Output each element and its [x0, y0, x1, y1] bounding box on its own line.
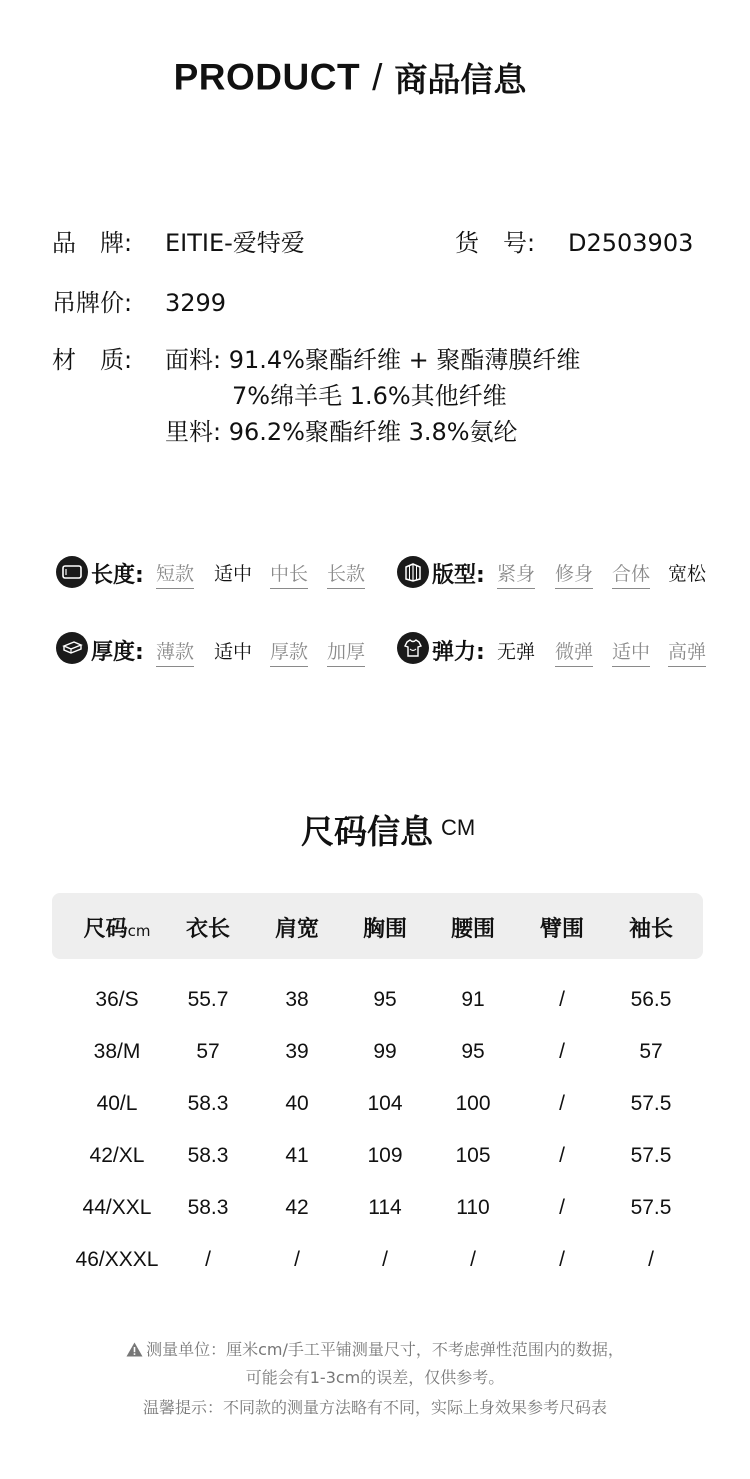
table-cell-arm: /: [559, 1248, 565, 1271]
table-cell-shoulder: 40: [285, 1092, 309, 1115]
length-label: 长度:: [91, 563, 144, 588]
table-cell-waist: 100: [455, 1092, 491, 1115]
header-waist-text: 腰围: [450, 917, 495, 942]
material-label: 材 质:: [52, 346, 133, 374]
elasticity-icon: [397, 632, 429, 664]
table-cell-length: 58.3: [187, 1196, 229, 1219]
length-icon: [56, 556, 88, 588]
table-cell-shoulder: 42: [285, 1196, 309, 1219]
elasticity-label: 弹力:: [432, 640, 485, 665]
size-section-title: [301, 806, 475, 853]
table-cell-arm: /: [559, 1144, 565, 1167]
thickness-icon: [56, 632, 88, 664]
table-cell-shoulder: 41: [285, 1144, 309, 1167]
table-cell-arm: /: [559, 988, 565, 1011]
header-size-text: 尺码: [83, 917, 128, 942]
table-cell-size: 36/S: [95, 988, 139, 1011]
table-cell-sleeve: 56.5: [630, 988, 672, 1011]
table-cell-waist: 91: [461, 988, 485, 1011]
table-cell-chest: /: [382, 1248, 388, 1271]
header-shoulder: [252, 912, 342, 943]
note-line-1-text: 测量单位：厘米cm/手工平铺测量尺寸，不考虑弹性范围内的数据，: [146, 1340, 624, 1359]
table-cell-length: /: [205, 1248, 211, 1271]
fit-option-tight: 紧身: [497, 559, 535, 589]
table-cell-arm: /: [559, 1092, 565, 1115]
thickness-option-extra-thick: 加厚: [327, 637, 365, 667]
fit-icon: [397, 556, 429, 588]
header-chest: [340, 912, 430, 943]
table-cell-size: 44/XXL: [82, 1196, 152, 1219]
size-title-text: 尺码信息: [301, 812, 433, 851]
header-slash: /: [372, 56, 383, 98]
thickness-option-medium: 适中: [214, 641, 253, 663]
table-cell-waist: 110: [456, 1196, 490, 1219]
table-cell-length: 55.7: [187, 988, 229, 1011]
brand-value: EITIE-爱特爱: [165, 229, 305, 257]
sku-label: 货 号:: [455, 229, 536, 257]
material-line-2: 7%绵羊毛 1.6%其他纤维: [232, 382, 507, 410]
header-length: [163, 912, 253, 943]
thickness-option-thin: 薄款: [156, 637, 194, 667]
price-label: 吊牌价:: [52, 289, 133, 317]
length-option-mid-long: 中长: [270, 559, 308, 589]
note-line-1: [0, 1337, 750, 1361]
header-sleeve: [606, 912, 696, 943]
table-cell-arm: /: [559, 1040, 565, 1063]
table-cell-size: 42/XL: [89, 1144, 145, 1167]
table-cell-waist: 105: [455, 1144, 491, 1167]
table-cell-chest: 114: [368, 1196, 402, 1219]
header-length-text: 衣长: [185, 917, 230, 942]
table-cell-sleeve: /: [648, 1248, 654, 1271]
table-cell-chest: 99: [373, 1040, 397, 1063]
header-title-en: PRODUCT: [173, 56, 361, 98]
material-line-3: 里料: 96.2%聚酯纤维 3.8%氨纶: [165, 418, 518, 446]
table-cell-size: 40/L: [96, 1092, 138, 1115]
fit-option-loose: 宽松: [668, 563, 707, 585]
table-cell-size: 38/M: [93, 1040, 141, 1063]
table-cell-waist: /: [470, 1248, 476, 1271]
fit-label: 版型:: [432, 563, 485, 588]
table-cell-chest: 109: [367, 1144, 403, 1167]
table-cell-sleeve: 57.5: [630, 1092, 672, 1115]
material-line-1: 面料: 91.4%聚酯纤维 + 聚酯薄膜纤维: [165, 346, 581, 374]
table-cell-length: 58.3: [187, 1092, 229, 1115]
length-option-short: 短款: [156, 559, 194, 589]
table-cell-shoulder: /: [294, 1248, 300, 1271]
header-title-cn: 商品信息: [394, 60, 527, 99]
table-cell-size: 46/XXXL: [75, 1248, 159, 1271]
header-waist: [428, 912, 518, 943]
length-option-long: 长款: [327, 559, 365, 589]
page-header: [0, 54, 700, 101]
table-cell-chest: 104: [367, 1092, 403, 1115]
brand-label: 品 牌:: [52, 229, 133, 257]
header-size: [72, 912, 162, 943]
header-arm: [517, 912, 607, 943]
length-option-medium: 适中: [214, 563, 253, 585]
fit-option-regular: 合体: [612, 559, 650, 589]
header-arm-text: 臂围: [539, 917, 584, 942]
elasticity-option-medium: 适中: [612, 637, 650, 667]
table-cell-sleeve: 57.5: [630, 1196, 672, 1219]
table-cell-arm: /: [559, 1196, 565, 1219]
table-cell-shoulder: 38: [285, 988, 309, 1011]
header-sleeve-text: 袖长: [628, 917, 673, 942]
table-cell-length: 57: [196, 1040, 220, 1063]
table-cell-sleeve: 57.5: [630, 1144, 672, 1167]
thickness-option-thick: 厚款: [270, 637, 308, 667]
header-size-unit: cm: [127, 922, 151, 940]
header-chest-text: 胸围: [362, 917, 407, 942]
note-line-3: 温馨提示：不同款的测量方法略有不同，实际上身效果参考尺码表: [142, 1398, 607, 1417]
size-title-unit: CM: [441, 815, 476, 840]
table-cell-length: 58.3: [187, 1144, 229, 1167]
table-cell-shoulder: 39: [285, 1040, 309, 1063]
table-cell-sleeve: 57: [639, 1040, 663, 1063]
elasticity-option-none: 无弹: [497, 641, 536, 663]
table-cell-chest: 95: [373, 988, 397, 1011]
elasticity-option-slight: 微弹: [555, 637, 593, 667]
price-value: 3299: [165, 289, 227, 317]
header-shoulder-text: 肩宽: [274, 917, 319, 942]
thickness-label: 厚度:: [91, 640, 144, 665]
fit-option-slim: 修身: [555, 559, 593, 589]
elasticity-option-high: 高弹: [668, 637, 706, 667]
note-line-2: 可能会有1-3cm的误差，仅供参考。: [245, 1368, 505, 1387]
table-cell-waist: 95: [461, 1040, 485, 1063]
warning-icon: [126, 1342, 143, 1361]
sku-value: D2503903: [568, 229, 694, 257]
